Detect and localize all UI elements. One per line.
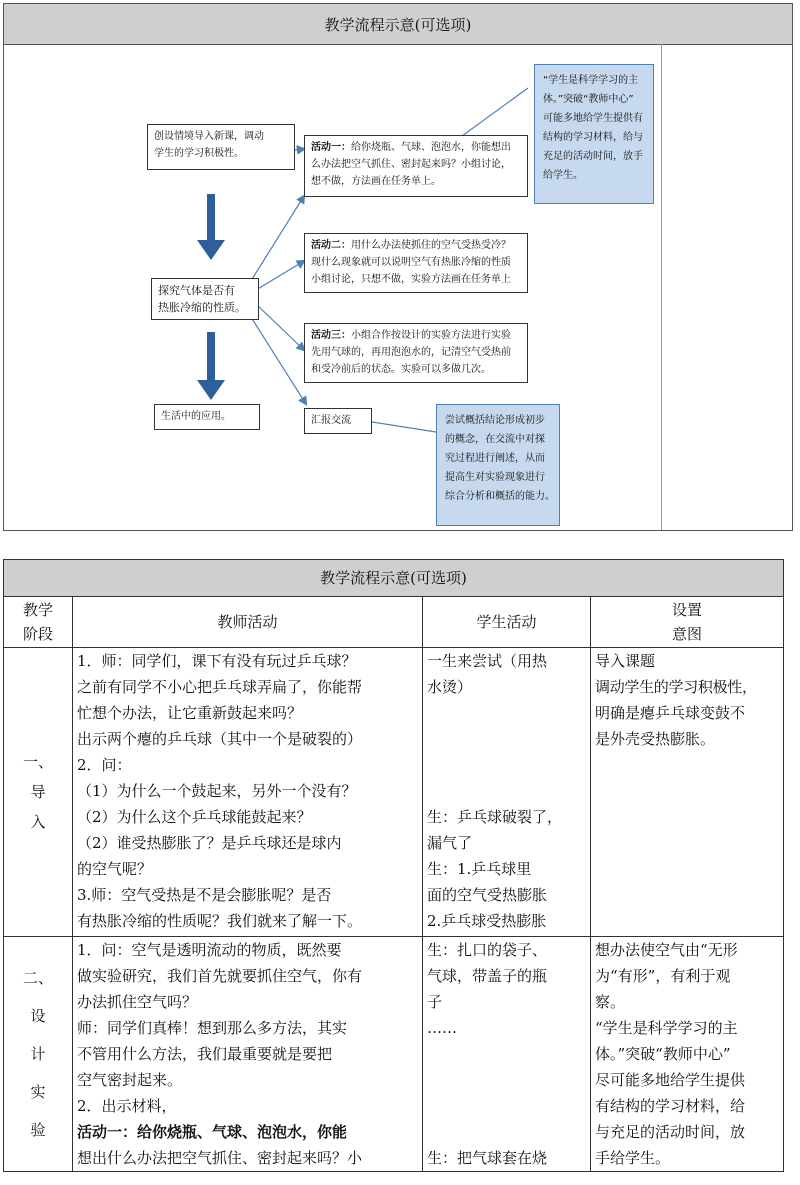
teacher-line: 忙想个办法，让它重新鼓起来吗？ (77, 704, 303, 722)
flowchart-panel (3, 3, 793, 531)
intent-line: 是外壳受热膨胀。 (595, 730, 716, 748)
activity2-line: 用什么办法使抓住的空气受热受冷？ (351, 240, 511, 251)
header-teacher: 教师活动 (73, 597, 423, 648)
student-line (427, 778, 586, 804)
lesson-table (3, 559, 784, 1172)
explore-box-line: 探究气体是否有 (158, 284, 235, 297)
stage-cell (4, 937, 73, 1172)
teacher-line: 2．出示材料， (77, 1097, 177, 1115)
student-line (427, 752, 586, 778)
activity2-line: 现什么现象就可以说明空气有热胀冷缩的性质 (311, 257, 511, 268)
student-line: 2.乒乓球受热膨胀 (427, 912, 547, 930)
stage-text: 二、 (22, 969, 53, 987)
note-line: 给学生。 (543, 170, 583, 181)
header-stage-line: 阶段 (22, 625, 53, 643)
intro-box-line: 创设情境导入新课，调动 (154, 131, 264, 142)
student-line: 子 (427, 993, 443, 1011)
teacher-line: 师：同学们真棒！想到那么多方法，其实 (77, 1019, 348, 1037)
note-line: 究过程进行阐述，从而 (445, 453, 545, 464)
teacher-line: 空气密封起来。 (77, 1071, 183, 1089)
explore-box-line: 热胀冷缩的性质。 (158, 301, 246, 314)
apply-box (154, 404, 260, 430)
teacher-line: 想出什么办法把空气抓住、密封起来吗？小 (77, 1149, 363, 1167)
teacher-line: 活动一：给你烧瓶、气球、泡泡水，你能 (77, 1123, 348, 1141)
note-line: 结构的学习材料，给与 (543, 132, 643, 143)
intent-cell (591, 648, 784, 937)
stage-text: 验 (30, 1121, 46, 1139)
intent-line: 察。 (595, 993, 626, 1011)
header-intent-line: 设置 (672, 601, 703, 619)
student-cell (423, 648, 591, 937)
intro-box (147, 124, 295, 170)
activity3-line: 先用气球的，再用泡泡水的，记清空气受热前 (311, 347, 511, 358)
activity3-line: 和受冷前后的状态。实验可以多做几次。 (311, 364, 491, 375)
teacher-line: 做实验研究，我们首先就要抓住空气，你有 (77, 967, 363, 985)
activity3-title: 活动三： (311, 330, 351, 341)
student-line: 生：扎口的袋子、 (427, 941, 548, 959)
intent-line: 手给学生。 (595, 1149, 671, 1167)
student-line (427, 1067, 586, 1093)
activity1-title: 活动一： (311, 142, 351, 153)
intent-line: “学生是科学学习的主 (595, 1019, 738, 1037)
student-line (427, 1041, 586, 1067)
stage-text: 导 (30, 783, 46, 801)
activity2-box (304, 233, 528, 293)
table-title: 教学流程示意(可选项) (4, 560, 784, 597)
stage-text: 实 (30, 1083, 46, 1101)
intent-line: 为“有形”，有利于观 (595, 967, 731, 985)
note-line: 的概念，在交流中对探 (445, 434, 545, 445)
student-line (427, 726, 586, 752)
table-row (4, 937, 784, 1172)
note-line: “学生是科学学习的主 (543, 75, 639, 86)
teacher-line: 不管用什么方法，我们最重要就是要把 (77, 1045, 333, 1063)
report-box-label: 汇报交流 (311, 415, 351, 426)
student-line: 生：乒乓球破裂了， (427, 808, 563, 826)
header-intent (591, 597, 784, 648)
stage-cell (4, 648, 73, 937)
activity2-line: 小组讨论，只想不做，实验方法画在任务单上 (311, 274, 511, 285)
student-line: 水烫） (427, 678, 473, 696)
apply-box-label: 生活中的应用。 (161, 411, 231, 422)
teacher-line: （1）为什么一个鼓起来，另外一个没有？ (77, 782, 357, 800)
explore-box (151, 278, 259, 320)
activity3-line: 小组合作按设计的实验方法进行实验 (351, 330, 511, 341)
student-line: 气球，带盖子的瓶 (427, 967, 548, 985)
stage-text: 入 (30, 813, 46, 831)
teacher-line: 之前有同学不小心把乒乓球弄扁了，你能帮 (77, 678, 363, 696)
stage-text: 设 (30, 1007, 46, 1025)
note-student-centered (534, 64, 654, 204)
note-summary (436, 404, 560, 526)
teacher-line: 1．问：空气是透明流动的物质，既然要 (77, 941, 342, 959)
student-line: 面的空气受热膨胀 (427, 886, 548, 904)
flowchart-title: 教学流程示意(可选项) (4, 4, 792, 45)
activity1-box (304, 135, 528, 197)
note-line: 可能多地给学生提供有 (543, 113, 643, 124)
intent-line: 尽可能多地给学生提供 (595, 1071, 746, 1089)
student-cell (423, 937, 591, 1172)
teacher-line: 出示两个瘪的乒乓球（其中一个是破裂的） (77, 730, 363, 748)
intent-line: 调动学生的学习积极性， (595, 678, 757, 696)
header-stage-line: 教学 (22, 601, 53, 619)
note-line: 提高生对实验现象进行 (445, 472, 545, 483)
note-line: 体。”突破“教师中心” (543, 94, 634, 105)
student-line: 生：1.乒乓球里 (427, 860, 532, 878)
activity2-title: 活动二： (311, 240, 351, 251)
header-student: 学生活动 (423, 597, 591, 648)
teacher-line: 有热胀冷缩的性质呢？我们就来了解一下。 (77, 912, 363, 930)
header-stage (4, 597, 73, 648)
student-line: 生：把气球套在烧 (427, 1149, 548, 1167)
teacher-cell (73, 648, 423, 937)
teacher-line: 1．师：同学们，课下有没有玩过乒乓球？ (77, 652, 357, 670)
teacher-line: 办法抓住空气吗？ (77, 993, 198, 1011)
intent-line: 导入课题 (595, 652, 656, 670)
intent-line: 想办法使空气由“无形 (595, 941, 738, 959)
teacher-line: 3.师：空气受热是不是会膨胀呢？是否 (77, 886, 332, 904)
student-line: 一生来尝试（用热 (427, 652, 548, 670)
note-line: 尝试概括结论形成初步 (445, 415, 545, 426)
intent-cell (591, 937, 784, 1172)
teacher-line: 的空气呢？ (77, 860, 153, 878)
teacher-line: （2）为什么这个乒乓球能鼓起来？ (77, 808, 312, 826)
teacher-line: （2）谁受热膨胀了？是乒乓球还是球内 (77, 834, 342, 852)
teacher-cell (73, 937, 423, 1172)
student-line (427, 1119, 586, 1145)
student-line (427, 700, 586, 726)
intro-box-line: 学生的学习积极性。 (154, 148, 244, 159)
report-box (304, 408, 372, 434)
note-line: 综合分析和概括的能力。 (445, 491, 555, 502)
teacher-line: 2．问： (77, 756, 132, 774)
intent-line: 明确是瘪乒乓球变鼓不 (595, 704, 746, 722)
activity3-box (304, 323, 528, 383)
activity1-line: 么办法把空气抓住、密封起来吗？小组讨论， (311, 159, 511, 170)
activity1-line: 想不做，方法画在任务单上。 (311, 176, 441, 187)
intent-line: 体。”突破“教师中心” (595, 1045, 731, 1063)
student-line: …… (427, 1019, 457, 1037)
header-intent-line: 意图 (672, 625, 703, 643)
stage-text: 一、 (22, 753, 53, 771)
activity1-line: 给你烧瓶、气球、泡泡水，你能想出 (351, 142, 511, 153)
intent-line: 有结构的学习材料，给 (595, 1097, 746, 1115)
student-line (427, 1093, 586, 1119)
student-line: 漏气了 (427, 834, 473, 852)
stage-text: 计 (30, 1045, 46, 1063)
note-line: 充足的活动时间，放手 (543, 151, 643, 162)
intent-line: 与充足的活动时间，放 (595, 1123, 746, 1141)
table-header-row (4, 597, 784, 648)
table-row (4, 648, 784, 937)
